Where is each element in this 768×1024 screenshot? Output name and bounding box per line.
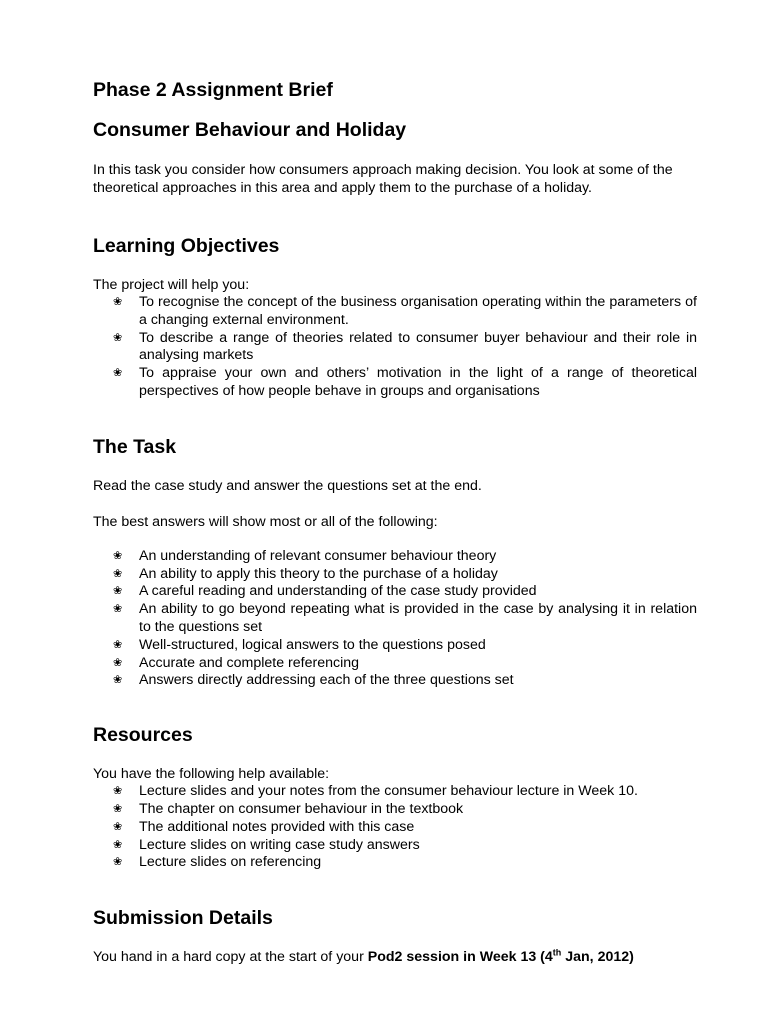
list-item: ❀ A careful reading and understanding of the case study provided <box>113 583 537 600</box>
flower-bullet-icon: ❀ <box>113 585 123 598</box>
flower-bullet-icon: ❀ <box>113 567 123 580</box>
learning-objectives-list <box>93 294 697 401</box>
flower-bullet-icon: ❀ <box>113 638 123 651</box>
list-item: ❀ Lecture slides on writing case study answers <box>113 836 420 853</box>
learning-objectives-heading: Learning Objectives <box>93 235 280 257</box>
intro-paragraph: In this task you consider how consumers approach making decision. You look at some of the theoretical approaches in this area and apply them to the purchase of a holiday. <box>93 162 673 196</box>
list-item: ❀ Answers directly addressing each of the three questions set <box>113 672 514 689</box>
list-item: ❀ An ability to apply this theory to the purchase of a holiday <box>113 565 498 582</box>
flower-bullet-icon: ❀ <box>113 856 123 869</box>
flower-bullet-icon: ❀ <box>113 785 123 798</box>
task-paragraph-1: Read the case study and answer the questions set at the end. <box>93 477 482 494</box>
list-item: ❀ Lecture slides and your notes from the consumer behaviour lecture in Week 10. <box>113 783 638 800</box>
list-item: ❀ An understanding of relevant consumer behaviour theory <box>113 547 497 564</box>
task-paragraph-2: The best answers will show most or all of the following: <box>93 513 438 530</box>
document-subtitle: Consumer Behaviour and Holiday <box>93 119 407 141</box>
flower-bullet-icon: ❀ <box>113 331 123 344</box>
submission-paragraph: You hand in a hard copy at the start of your Pod2 session in Week 13 (4th Jan, 2012) <box>93 947 634 966</box>
flower-bullet-icon: ❀ <box>113 674 123 687</box>
resources-lead: You have the following help available: <box>93 766 330 783</box>
flower-bullet-icon: ❀ <box>113 656 123 669</box>
resources-list <box>93 783 697 872</box>
task-criteria-list <box>93 548 697 690</box>
document-page <box>93 78 697 966</box>
list-item: ❀ To appraise your own and others’ motivation in the light of a range of theoretical perspectives of how people behave in groups and organisations <box>113 365 697 399</box>
submission-heading: Submission Details <box>93 907 273 930</box>
flower-bullet-icon: ❀ <box>113 820 123 833</box>
list-item: ❀ The additional notes provided with this case <box>113 818 415 835</box>
resources-heading: Resources <box>93 724 193 747</box>
task-heading: The Task <box>93 435 177 458</box>
flower-bullet-icon: ❀ <box>113 549 123 562</box>
flower-bullet-icon: ❀ <box>113 838 123 851</box>
list-item: ❀ To recognise the concept of the business organisation operating within the parameters of a changing external environment. <box>113 294 697 328</box>
flower-bullet-icon: ❀ <box>113 802 123 815</box>
flower-bullet-icon: ❀ <box>113 296 123 308</box>
list-item: ❀ Well-structured, logical answers to the questions posed <box>113 636 486 653</box>
list-item: ❀ Accurate and complete referencing <box>113 654 360 671</box>
list-item: ❀ An ability to go beyond repeating what is provided in the case by analysing it in relation to the questions set <box>113 601 697 635</box>
learning-objectives-lead: The project will help you: <box>93 277 250 293</box>
flower-bullet-icon: ❀ <box>113 367 123 380</box>
document-title: Phase 2 Assignment Brief <box>93 79 333 101</box>
list-item: ❀ To describe a range of theories related to consumer buyer behaviour and their role in analysing markets <box>113 329 697 364</box>
list-item: ❀ Lecture slides on referencing <box>113 854 322 871</box>
list-item: ❀ The chapter on consumer behaviour in the textbook <box>113 800 464 817</box>
flower-bullet-icon: ❀ <box>113 603 123 616</box>
